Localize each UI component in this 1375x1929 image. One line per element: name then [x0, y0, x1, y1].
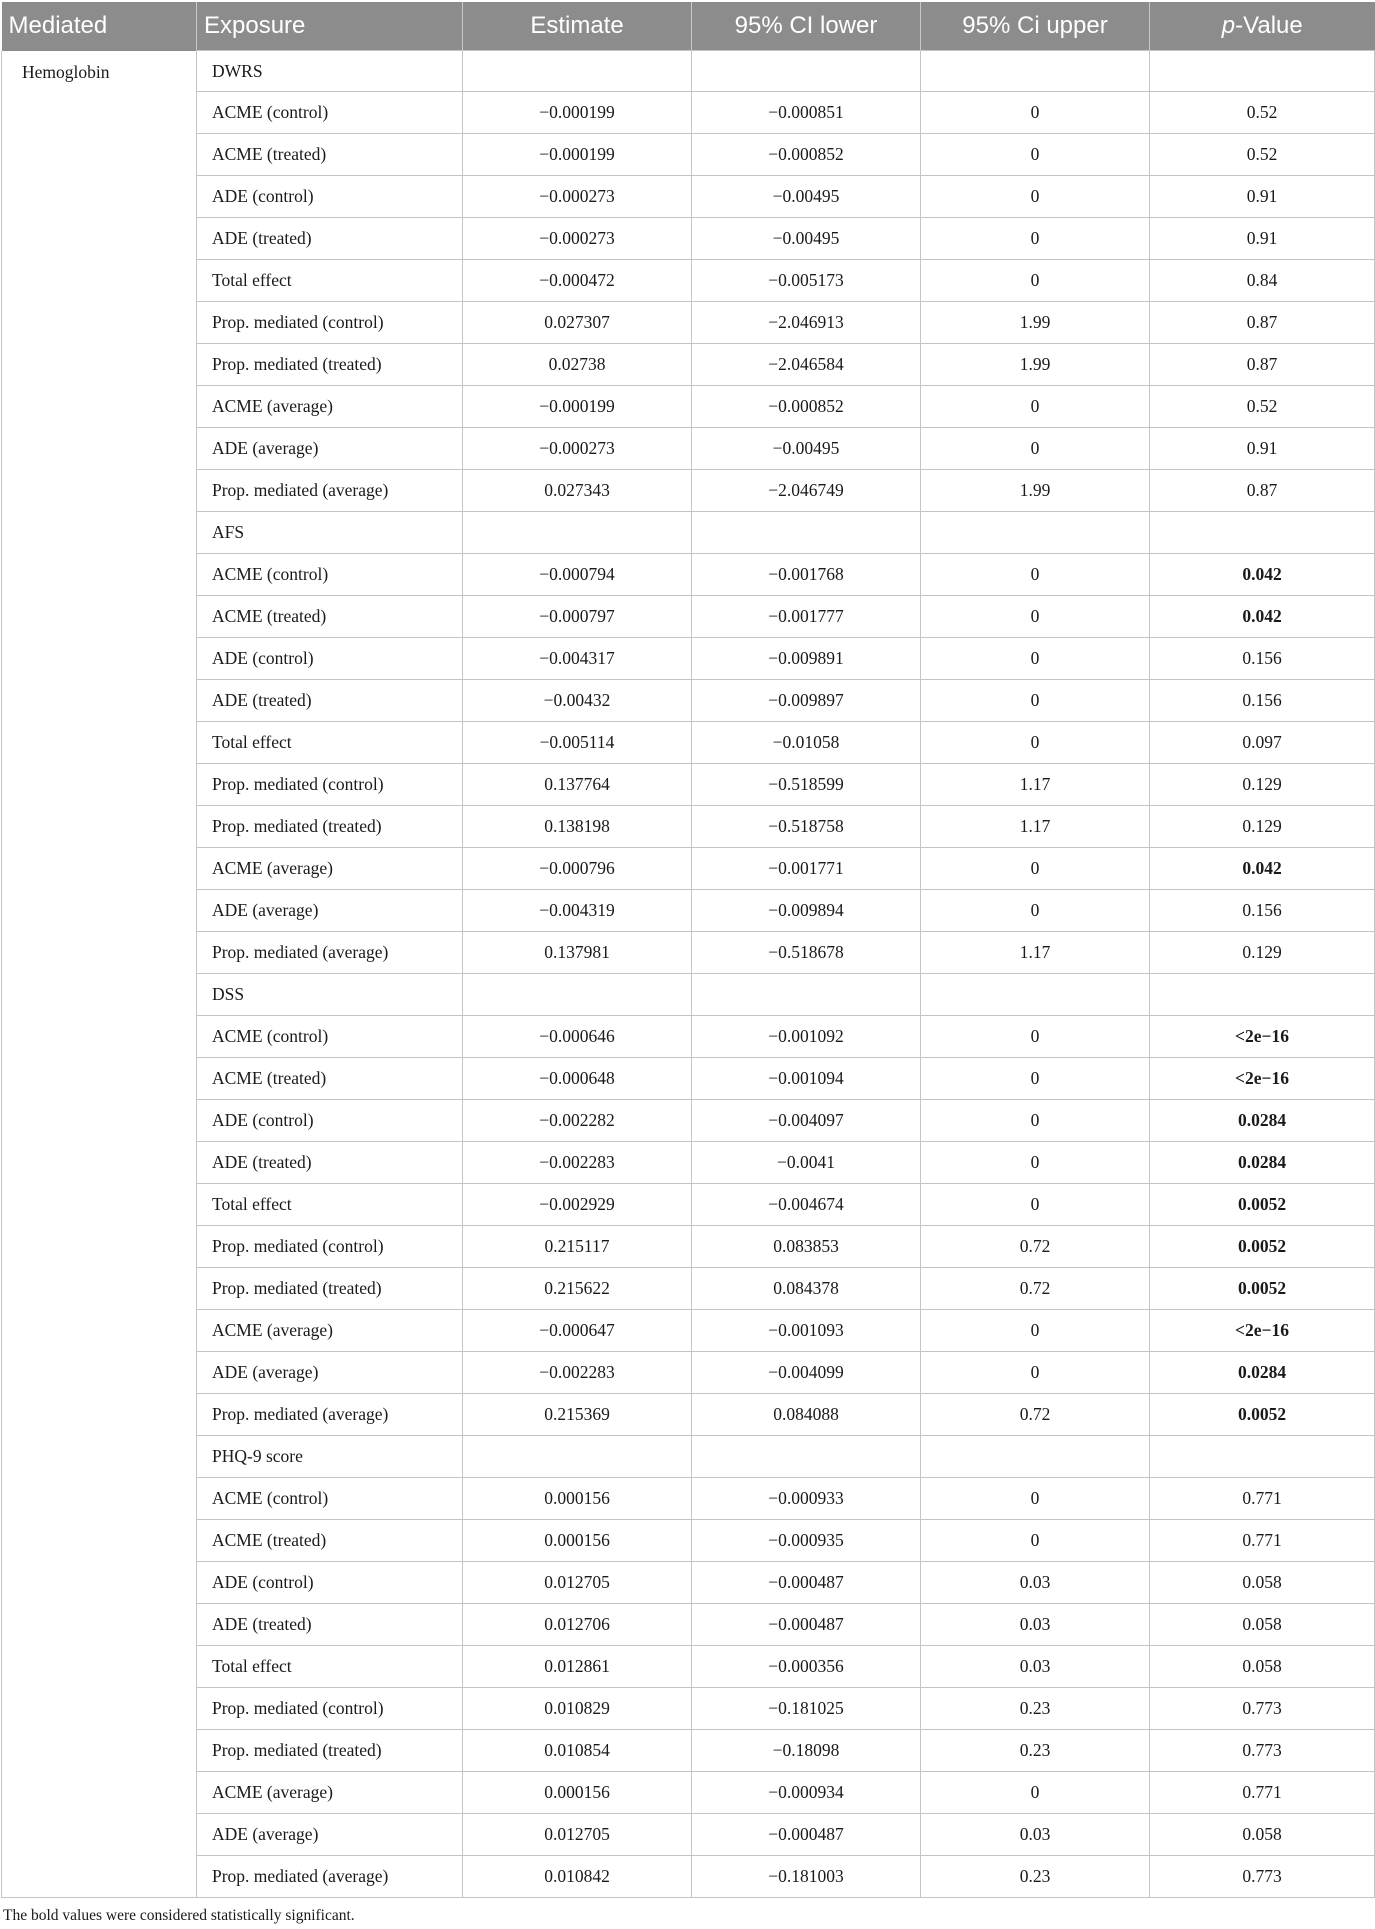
exposure-cell: ADE (average) — [197, 890, 463, 932]
ci-lower-cell: −0.181003 — [692, 1856, 921, 1898]
p-value-cell: 0.52 — [1150, 386, 1375, 428]
exposure-cell: ACME (treated) — [197, 1520, 463, 1562]
ci-upper-cell: 1.17 — [921, 764, 1150, 806]
ci-lower-cell: 0.084378 — [692, 1268, 921, 1310]
estimate-cell: −0.002929 — [463, 1184, 692, 1226]
estimate-cell: −0.000199 — [463, 134, 692, 176]
p-value-cell: 0.042 — [1150, 554, 1375, 596]
estimate-cell: −0.000199 — [463, 92, 692, 134]
ci-upper-cell: 0.03 — [921, 1646, 1150, 1688]
exposure-cell: ACME (control) — [197, 554, 463, 596]
ci-upper-cell: 0.23 — [921, 1730, 1150, 1772]
estimate-cell: 0.012705 — [463, 1814, 692, 1856]
ci-upper-cell: 0 — [921, 1058, 1150, 1100]
estimate-cell: 0.000156 — [463, 1478, 692, 1520]
table-row — [2, 1310, 1375, 1352]
table-row — [2, 932, 1375, 974]
ci-upper-cell: 1.17 — [921, 932, 1150, 974]
p-value-cell: 0.156 — [1150, 890, 1375, 932]
exposure-cell: ACME (control) — [197, 1016, 463, 1058]
header-ci-lower: 95% CI lower — [692, 2, 921, 51]
estimate-cell: 0.02738 — [463, 344, 692, 386]
estimate-cell: −0.000647 — [463, 1310, 692, 1352]
exposure-cell: Prop. mediated (treated) — [197, 344, 463, 386]
estimate-cell: −0.000796 — [463, 848, 692, 890]
ci-upper-cell: 0.23 — [921, 1688, 1150, 1730]
table-row — [2, 1688, 1375, 1730]
p-value-cell: 0.097 — [1150, 722, 1375, 764]
exposure-cell: ADE (treated) — [197, 1604, 463, 1646]
ci-lower-cell: −0.005173 — [692, 260, 921, 302]
exposure-cell: ADE (average) — [197, 1352, 463, 1394]
estimate-cell: −0.004317 — [463, 638, 692, 680]
exposure-cell: Total effect — [197, 722, 463, 764]
table-row — [2, 1604, 1375, 1646]
ci-lower-cell: −0.009891 — [692, 638, 921, 680]
ci-upper-cell: 1.99 — [921, 302, 1150, 344]
ci-lower-cell: −0.518599 — [692, 764, 921, 806]
p-value-cell: 0.058 — [1150, 1562, 1375, 1604]
table-row — [2, 764, 1375, 806]
p-value-cell: 0.87 — [1150, 302, 1375, 344]
estimate-cell: −0.004319 — [463, 890, 692, 932]
p-value-cell: 0.0052 — [1150, 1184, 1375, 1226]
estimate-cell: 0.137981 — [463, 932, 692, 974]
exposure-cell: ACME (average) — [197, 1772, 463, 1814]
ci-lower-cell: −2.046749 — [692, 470, 921, 512]
exposure-cell: Prop. mediated (treated) — [197, 1730, 463, 1772]
table-row — [2, 848, 1375, 890]
table-row — [2, 260, 1375, 302]
ci-upper-cell: 0.03 — [921, 1604, 1150, 1646]
ci-lower-cell: −0.00495 — [692, 428, 921, 470]
ci-upper-cell: 0 — [921, 1016, 1150, 1058]
ci-upper-cell: 0.72 — [921, 1226, 1150, 1268]
estimate-cell: −0.005114 — [463, 722, 692, 764]
ci-upper-cell: 0 — [921, 848, 1150, 890]
ci-upper-cell: 1.99 — [921, 344, 1150, 386]
empty-cell — [463, 512, 692, 554]
estimate-cell: 0.010854 — [463, 1730, 692, 1772]
empty-cell — [463, 1436, 692, 1478]
table-row — [2, 1184, 1375, 1226]
table-row — [2, 1562, 1375, 1604]
exposure-cell: ACME (treated) — [197, 596, 463, 638]
ci-upper-cell: 0 — [921, 1478, 1150, 1520]
empty-cell — [692, 1436, 921, 1478]
empty-cell — [921, 512, 1150, 554]
table-row — [2, 1352, 1375, 1394]
ci-lower-cell: −2.046913 — [692, 302, 921, 344]
header-row — [2, 2, 1375, 51]
table-row — [2, 890, 1375, 932]
empty-cell — [692, 51, 921, 92]
p-value-cell: 0.129 — [1150, 932, 1375, 974]
exposure-cell: ADE (control) — [197, 1100, 463, 1142]
ci-lower-cell: −0.00495 — [692, 176, 921, 218]
exposure-cell: ADE (control) — [197, 176, 463, 218]
exposure-cell: Prop. mediated (control) — [197, 302, 463, 344]
exposure-cell: Total effect — [197, 260, 463, 302]
p-value-cell: <2e−16 — [1150, 1016, 1375, 1058]
estimate-cell: −0.002283 — [463, 1142, 692, 1184]
ci-lower-cell: −0.000487 — [692, 1604, 921, 1646]
p-value-cell: <2e−16 — [1150, 1310, 1375, 1352]
p-value-cell: 0.058 — [1150, 1814, 1375, 1856]
table-row — [2, 1856, 1375, 1898]
ci-upper-cell: 0 — [921, 260, 1150, 302]
exposure-cell: ADE (treated) — [197, 1142, 463, 1184]
p-value-cell: 0.129 — [1150, 764, 1375, 806]
ci-upper-cell: 1.99 — [921, 470, 1150, 512]
table-row — [2, 722, 1375, 764]
table-body — [2, 51, 1375, 1898]
p-value-cell: 0.91 — [1150, 176, 1375, 218]
ci-upper-cell: 0 — [921, 554, 1150, 596]
estimate-cell: 0.010842 — [463, 1856, 692, 1898]
ci-lower-cell: −0.518758 — [692, 806, 921, 848]
header-exposure: Exposure — [197, 2, 463, 51]
p-value-cell: 0.0284 — [1150, 1100, 1375, 1142]
estimate-cell: −0.002282 — [463, 1100, 692, 1142]
estimate-cell: 0.138198 — [463, 806, 692, 848]
ci-lower-cell: −0.001768 — [692, 554, 921, 596]
ci-upper-cell: 0 — [921, 722, 1150, 764]
estimate-cell: −0.000273 — [463, 218, 692, 260]
ci-lower-cell: −0.000851 — [692, 92, 921, 134]
ci-lower-cell: −0.000935 — [692, 1520, 921, 1562]
ci-lower-cell: −0.000933 — [692, 1478, 921, 1520]
estimate-cell: 0.215117 — [463, 1226, 692, 1268]
table-row — [2, 1058, 1375, 1100]
table-row — [2, 470, 1375, 512]
p-value-cell: 0.771 — [1150, 1478, 1375, 1520]
ci-lower-cell: −0.001094 — [692, 1058, 921, 1100]
p-value-cell: 0.91 — [1150, 428, 1375, 470]
table-row — [2, 1520, 1375, 1562]
table-row — [2, 1814, 1375, 1856]
p-value-cell: 0.773 — [1150, 1856, 1375, 1898]
ci-lower-cell: −0.0041 — [692, 1142, 921, 1184]
table-row — [2, 638, 1375, 680]
estimate-cell: 0.012861 — [463, 1646, 692, 1688]
exposure-cell: Prop. mediated (treated) — [197, 1268, 463, 1310]
table-row — [2, 1394, 1375, 1436]
ci-upper-cell: 0 — [921, 386, 1150, 428]
estimate-cell: −0.002283 — [463, 1352, 692, 1394]
empty-cell — [921, 51, 1150, 92]
p-value-cell: <2e−16 — [1150, 1058, 1375, 1100]
group-header-row — [2, 51, 1375, 92]
ci-lower-cell: −0.001777 — [692, 596, 921, 638]
exposure-cell: ACME (control) — [197, 92, 463, 134]
estimate-cell: 0.027343 — [463, 470, 692, 512]
table-header — [2, 2, 1375, 51]
ci-lower-cell: −0.004097 — [692, 1100, 921, 1142]
ci-lower-cell: −0.000356 — [692, 1646, 921, 1688]
estimate-cell: −0.000273 — [463, 176, 692, 218]
exposure-cell: Prop. mediated (control) — [197, 764, 463, 806]
ci-upper-cell: 0.72 — [921, 1268, 1150, 1310]
group-header-row — [2, 512, 1375, 554]
ci-lower-cell: −0.001092 — [692, 1016, 921, 1058]
exposure-cell: ADE (average) — [197, 428, 463, 470]
ci-lower-cell: −2.046584 — [692, 344, 921, 386]
table-row — [2, 1730, 1375, 1772]
table-row — [2, 1646, 1375, 1688]
exposure-cell: ACME (average) — [197, 386, 463, 428]
ci-upper-cell: 0 — [921, 1100, 1150, 1142]
p-value-cell: 0.84 — [1150, 260, 1375, 302]
p-value-cell: 0.156 — [1150, 680, 1375, 722]
estimate-cell: −0.000199 — [463, 386, 692, 428]
p-value-cell: 0.52 — [1150, 134, 1375, 176]
empty-cell — [463, 974, 692, 1016]
ci-lower-cell: −0.001093 — [692, 1310, 921, 1352]
estimate-cell: 0.215369 — [463, 1394, 692, 1436]
table-row — [2, 218, 1375, 260]
estimate-cell: −0.000273 — [463, 428, 692, 470]
ci-lower-cell: −0.518678 — [692, 932, 921, 974]
ci-lower-cell: −0.181025 — [692, 1688, 921, 1730]
estimate-cell: 0.000156 — [463, 1772, 692, 1814]
empty-cell — [921, 1436, 1150, 1478]
group-label: PHQ-9 score — [197, 1436, 463, 1478]
table-row — [2, 302, 1375, 344]
ci-upper-cell: 0 — [921, 176, 1150, 218]
group-header-row — [2, 1436, 1375, 1478]
exposure-cell: Prop. mediated (control) — [197, 1688, 463, 1730]
p-value-cell: 0.0284 — [1150, 1352, 1375, 1394]
exposure-cell: Prop. mediated (control) — [197, 1226, 463, 1268]
ci-upper-cell: 0 — [921, 218, 1150, 260]
p-value-cell: 0.058 — [1150, 1604, 1375, 1646]
ci-lower-cell: −0.004099 — [692, 1352, 921, 1394]
ci-upper-cell: 0 — [921, 1184, 1150, 1226]
ci-lower-cell: 0.084088 — [692, 1394, 921, 1436]
ci-lower-cell: −0.00495 — [692, 218, 921, 260]
p-value-cell: 0.771 — [1150, 1520, 1375, 1562]
table-row — [2, 554, 1375, 596]
group-label: AFS — [197, 512, 463, 554]
estimate-cell: 0.010829 — [463, 1688, 692, 1730]
p-value-cell: 0.771 — [1150, 1772, 1375, 1814]
ci-lower-cell: −0.000852 — [692, 386, 921, 428]
table-row — [2, 1478, 1375, 1520]
ci-upper-cell: 0 — [921, 596, 1150, 638]
ci-upper-cell: 1.17 — [921, 806, 1150, 848]
empty-cell — [1150, 1436, 1375, 1478]
p-value-cell: 0.91 — [1150, 218, 1375, 260]
exposure-cell: ACME (control) — [197, 1478, 463, 1520]
estimate-cell: −0.000794 — [463, 554, 692, 596]
ci-upper-cell: 0.03 — [921, 1562, 1150, 1604]
estimate-cell: 0.000156 — [463, 1520, 692, 1562]
ci-upper-cell: 0 — [921, 1352, 1150, 1394]
mediated-cell: Hemoglobin — [2, 51, 197, 1898]
estimate-cell: −0.000648 — [463, 1058, 692, 1100]
p-value-cell: 0.773 — [1150, 1688, 1375, 1730]
empty-cell — [692, 974, 921, 1016]
ci-upper-cell: 0 — [921, 680, 1150, 722]
ci-upper-cell: 0 — [921, 1310, 1150, 1352]
p-value-cell: 0.87 — [1150, 470, 1375, 512]
ci-upper-cell: 0 — [921, 92, 1150, 134]
exposure-cell: ADE (control) — [197, 1562, 463, 1604]
p-value-cell: 0.0052 — [1150, 1226, 1375, 1268]
empty-cell — [1150, 512, 1375, 554]
ci-lower-cell: −0.18098 — [692, 1730, 921, 1772]
exposure-cell: Prop. mediated (average) — [197, 470, 463, 512]
group-label: DWRS — [197, 51, 463, 92]
group-label: DSS — [197, 974, 463, 1016]
header-p-value — [1150, 2, 1375, 51]
ci-lower-cell: −0.000934 — [692, 1772, 921, 1814]
ci-upper-cell: 0.23 — [921, 1856, 1150, 1898]
ci-lower-cell: −0.009894 — [692, 890, 921, 932]
exposure-cell: Prop. mediated (average) — [197, 1856, 463, 1898]
p-value-cell: 0.87 — [1150, 344, 1375, 386]
table-row — [2, 596, 1375, 638]
ci-upper-cell: 0 — [921, 428, 1150, 470]
exposure-cell: Total effect — [197, 1184, 463, 1226]
estimate-cell: 0.215622 — [463, 1268, 692, 1310]
ci-upper-cell: 0.72 — [921, 1394, 1150, 1436]
ci-lower-cell: −0.000852 — [692, 134, 921, 176]
table-row — [2, 1142, 1375, 1184]
empty-cell — [1150, 974, 1375, 1016]
p-value-cell: 0.773 — [1150, 1730, 1375, 1772]
table-row — [2, 386, 1375, 428]
estimate-cell: −0.000797 — [463, 596, 692, 638]
ci-lower-cell: 0.083853 — [692, 1226, 921, 1268]
ci-upper-cell: 0 — [921, 890, 1150, 932]
empty-cell — [1150, 51, 1375, 92]
empty-cell — [692, 512, 921, 554]
p-value-cell: 0.129 — [1150, 806, 1375, 848]
table-row — [2, 1268, 1375, 1310]
estimate-cell: −0.000472 — [463, 260, 692, 302]
ci-lower-cell: −0.009897 — [692, 680, 921, 722]
ci-upper-cell: 0 — [921, 1142, 1150, 1184]
exposure-cell: ADE (treated) — [197, 680, 463, 722]
table-row — [2, 680, 1375, 722]
exposure-cell: ACME (treated) — [197, 134, 463, 176]
exposure-cell: ACME (treated) — [197, 1058, 463, 1100]
table-row — [2, 1100, 1375, 1142]
exposure-cell: ACME (average) — [197, 848, 463, 890]
p-value-cell: 0.042 — [1150, 596, 1375, 638]
table-row — [2, 1772, 1375, 1814]
exposure-cell: Total effect — [197, 1646, 463, 1688]
table-row — [2, 806, 1375, 848]
ci-lower-cell: −0.01058 — [692, 722, 921, 764]
ci-lower-cell: −0.000487 — [692, 1562, 921, 1604]
ci-upper-cell: 0 — [921, 1772, 1150, 1814]
table-row — [2, 176, 1375, 218]
table-row — [2, 92, 1375, 134]
exposure-cell: Prop. mediated (average) — [197, 1394, 463, 1436]
table-row — [2, 1016, 1375, 1058]
table-row — [2, 134, 1375, 176]
ci-upper-cell: 0 — [921, 1520, 1150, 1562]
header-p-rest: -Value — [1235, 12, 1303, 39]
mediation-table — [1, 2, 1375, 1898]
p-value-cell: 0.0052 — [1150, 1394, 1375, 1436]
exposure-cell: ACME (average) — [197, 1310, 463, 1352]
table-footnote: The bold values were considered statistically significant. — [3, 1907, 355, 1924]
p-value-cell: 0.058 — [1150, 1646, 1375, 1688]
ci-upper-cell: 0 — [921, 638, 1150, 680]
estimate-cell: 0.012705 — [463, 1562, 692, 1604]
header-estimate: Estimate — [463, 2, 692, 51]
p-value-cell: 0.52 — [1150, 92, 1375, 134]
estimate-cell: 0.027307 — [463, 302, 692, 344]
header-ci-upper: 95% Ci upper — [921, 2, 1150, 51]
exposure-cell: ADE (control) — [197, 638, 463, 680]
estimate-cell: 0.137764 — [463, 764, 692, 806]
header-mediated: Mediated — [2, 2, 197, 51]
table-row — [2, 428, 1375, 470]
ci-lower-cell: −0.000487 — [692, 1814, 921, 1856]
group-header-row — [2, 974, 1375, 1016]
exposure-cell: ADE (treated) — [197, 218, 463, 260]
exposure-cell: Prop. mediated (treated) — [197, 806, 463, 848]
p-value-cell: 0.042 — [1150, 848, 1375, 890]
table-row — [2, 344, 1375, 386]
table-row — [2, 1226, 1375, 1268]
ci-upper-cell: 0 — [921, 134, 1150, 176]
estimate-cell: −0.000646 — [463, 1016, 692, 1058]
p-value-cell: 0.0284 — [1150, 1142, 1375, 1184]
exposure-cell: Prop. mediated (average) — [197, 932, 463, 974]
estimate-cell: −0.00432 — [463, 680, 692, 722]
p-value-cell: 0.156 — [1150, 638, 1375, 680]
empty-cell — [463, 51, 692, 92]
ci-upper-cell: 0.03 — [921, 1814, 1150, 1856]
exposure-cell: ADE (average) — [197, 1814, 463, 1856]
header-p-italic: p — [1221, 12, 1236, 39]
estimate-cell: 0.012706 — [463, 1604, 692, 1646]
ci-lower-cell: −0.004674 — [692, 1184, 921, 1226]
ci-lower-cell: −0.001771 — [692, 848, 921, 890]
p-value-cell: 0.0052 — [1150, 1268, 1375, 1310]
empty-cell — [921, 974, 1150, 1016]
